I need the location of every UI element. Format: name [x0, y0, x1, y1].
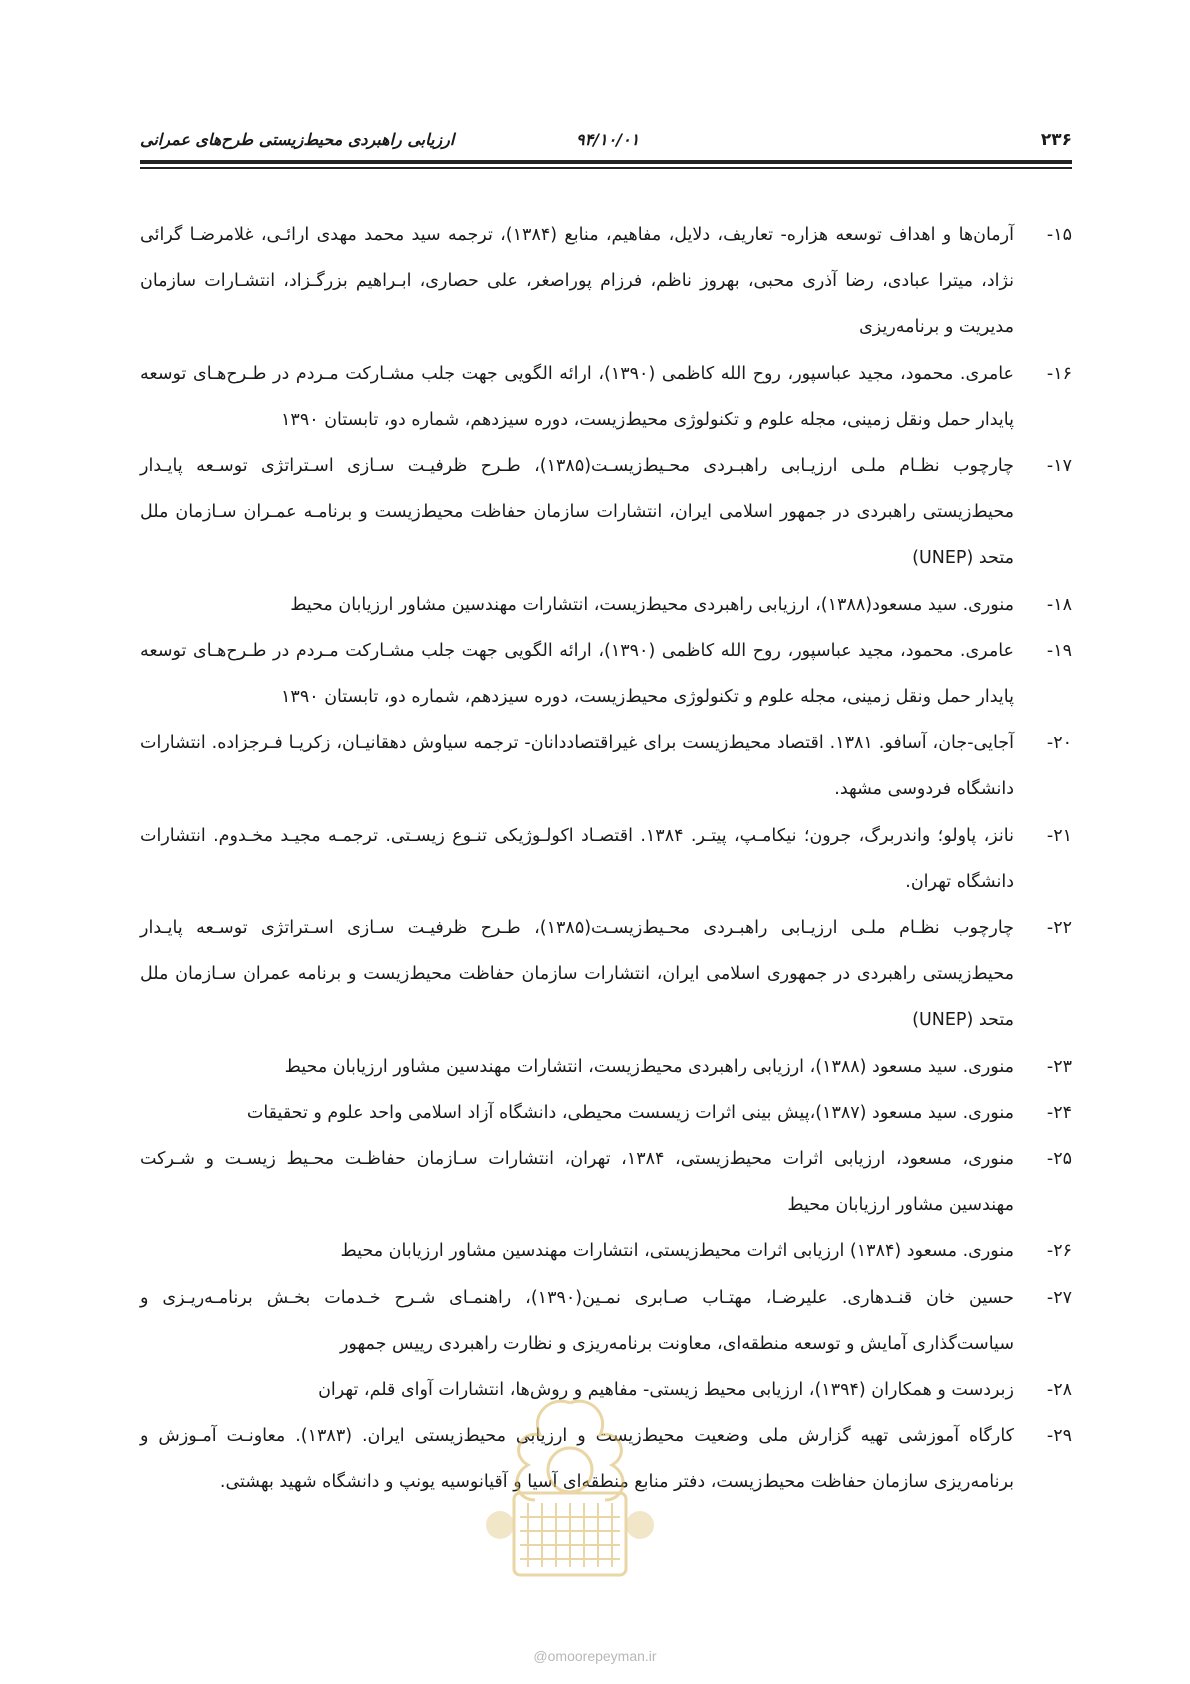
reference-number: ۲۰-: [1046, 733, 1072, 754]
reference-number: ۲۵-: [1046, 1149, 1072, 1170]
reference-text: منوری. سید مسعود (۱۳۸۷)،پیش بینی اثرات زیسست محیطی، دانشگاه آزاد اسلامی واحد علوم و تحقیقات: [246, 1102, 1014, 1123]
watermark-seal-icon: [470, 1385, 670, 1585]
running-title: ارزیابی راهبردی محیط‌زیستی طرح‌های عمرانی: [140, 130, 455, 149]
reference-number: ۱۶-: [1046, 363, 1072, 384]
reference-item-17: [140, 443, 1072, 582]
header-date: ۹۴/۱۰/۰۱: [576, 130, 640, 149]
reference-number: ۱۷-: [1046, 456, 1072, 477]
reference-item-24: [140, 1090, 1072, 1136]
reference-item-26: [140, 1228, 1072, 1274]
reference-item-18: [140, 582, 1072, 628]
reference-text: منوری، مسعود، ارزیابی اثرات محیط‌زیستی، ۱۳۸۴، تهران، انتشارات سـازمان حفاظـت محـیط زیسـت و شـرکت مهندسین مشاور ارزیابان محیط: [140, 1149, 1014, 1216]
reference-text: آجایی-جان، آسافو. ۱۳۸۱. اقتصاد محیط‌زیست برای غیراقتصاددانان- ترجمه سیاوش دهقانیـان، زکریـا فـرجزاده. انتشارات دانشگاه فردوسی مشهد.: [140, 733, 1014, 800]
site-credit: @omoorepeyman.ir: [533, 1648, 657, 1664]
reference-item-25: [140, 1136, 1072, 1228]
reference-text: منوری. مسعود (۱۳۸۴) ارزیابی اثرات محیط‌زیستی، انتشارات مهندسین مشاور ارزیابان محیط: [340, 1241, 1014, 1262]
reference-number: ۱۵-: [1046, 225, 1072, 245]
reference-number: ۱۸-: [1046, 594, 1072, 615]
reference-text: منوری. سید مسعود (۱۳۸۸)، ارزیابی راهبردی محیط‌زیست، انتشارات مهندسین مشاور ارزیابان محیط: [284, 1056, 1014, 1077]
reference-number: ۲۴-: [1046, 1102, 1072, 1123]
reference-item-23: [140, 1044, 1072, 1090]
page-number: ۲۳۶: [1040, 130, 1072, 150]
reference-text: نانز، پاولو؛ واندربرگ، جرون؛ نیکامـپ، پیتـر. ۱۳۸۴. اقتصـاد اکولـوژیکی تنـوع زیسـتی. ترجمـه مجیـد مخـدوم. انتشارات دانشگاه تهران.: [140, 825, 1014, 892]
reference-text: زبردست و همکاران (۱۳۹۴)، ارزیابی محیط زیستی- مفاهیم و روش‌ها، انتشارات آوای قلم، تهران: [318, 1380, 1014, 1401]
reference-number: ۲۲-: [1046, 918, 1072, 939]
reference-number: ۲۹-: [1046, 1426, 1072, 1447]
reference-list: [140, 212, 1072, 1506]
reference-item-27: [140, 1275, 1072, 1367]
reference-number: ۲۳-: [1046, 1056, 1072, 1077]
reference-text: عامری. محمود، مجید عباسپور، روح الله کاظمی (۱۳۹۰)، ارائه الگویی جهت جلب مشـارکت مـردم در طـرح‌هـای توسعه پایدار حمل ونقل زمینی، مجله علوم و تکنولوژی محیط‌زیست، دوره سیزدهم، شماره دو، تابستان ۱۳۹۰: [140, 640, 1014, 708]
reference-text: منوری. سید مسعود(۱۳۸۸)، ارزیابی راهبردی محیط‌زیست، انتشارات مهندسین مشاور ارزیابان محیط: [290, 594, 1014, 615]
reference-item-16: [140, 351, 1072, 443]
reference-text: عامری. محمود، مجید عباسپور، روح الله کاظمی (۱۳۹۰)، ارائه الگویی جهت جلب مشـارکت مـردم در طـرح‌هـای توسعه پایدار حمل ونقل زمینی، مجله علوم و تکنولوژی محیط‌زیست، دوره سیزدهم، شماره دو، تابستان ۱۳۹۰: [140, 363, 1014, 430]
reference-text: آرمان‌ها و اهداف توسعه هزاره- تعاریف، دلایل، مفاهیم، منابع (۱۳۸۴)، ترجمه سید محمد مهدی ارائـی، غلامرضـا گرائی نژاد، میترا عبادی، رضا آذری محبی، بهروز ناظم، فرزام پوراصغر، علی حصاری، ابـراهیم بزرگـزاد، انتشـارات سازمان مدیریت و برنامه‌ریزی: [140, 225, 1014, 338]
reference-text: چارچوب نظـام ملـی ارزیـابی راهبـردی محـیط‌زیسـت(۱۳۸۵)، طـرح ظرفیـت سـازی اسـتراتژی توسـعه پایـدار محیط‌زیستی راهبردی در جمهوری اسلامی ایران، انتشارات سازمان حفاظت محیط‌زیست و برنامه عمران سـازمان ملل متحد (UNEP): [140, 918, 1014, 1031]
page-header: [140, 126, 1072, 156]
reference-text: حسین خان قنـدهاری. علیرضـا، مهتـاب صـابری نمـین(۱۳۹۰)، راهنمـای شـرح خـدمات بخـش برنامـه‌ریـزی و سیاست‌گذاری آمایش و توسعه منطقه‌ای، معاونت برنامه‌ریزی و نظارت راهبردی رییس جمهور: [140, 1287, 1014, 1354]
reference-number: ۱۹-: [1046, 640, 1072, 661]
reference-number: ۲۸-: [1046, 1380, 1072, 1401]
reference-item-19: [140, 628, 1072, 720]
reference-item-22: [140, 905, 1072, 1044]
reference-text: کارگاه آموزشی تهیه گزارش ملی وضعیت محیط‌زیست و ارزیابی محیط‌زیستی ایران. (۱۳۸۳). معاونـت آمـوزش و برنامه‌ریزی سازمان حفاظت محیط‌زیست، دفتر منابع منطقه‌ای آسیا و آقیانوسیه یونپ و دانشگاه شهید بهشتی.: [140, 1426, 1014, 1493]
header-rule-thin: [140, 167, 1072, 169]
reference-item-20: [140, 720, 1072, 812]
reference-number: ۲۱-: [1046, 825, 1072, 846]
reference-item-15: [140, 212, 1072, 351]
reference-text: چارچوب نظـام ملـی ارزیـابی راهبـردی محـیط‌زیسـت(۱۳۸۵)، طـرح ظرفیـت سـازی اسـتراتژی توسـعه پایـدار محیط‌زیستی راهبردی در جمهور اسلامی ایران، انتشارات سازمان حفاظت محیط‌زیست و برنامـه عمـران سـازمان ملل متحد (UNEP): [140, 456, 1014, 569]
reference-item-21: [140, 813, 1072, 905]
reference-number: ۲۷-: [1046, 1287, 1072, 1308]
reference-number: ۲۶-: [1046, 1241, 1072, 1262]
header-rule-thick: [140, 160, 1072, 164]
